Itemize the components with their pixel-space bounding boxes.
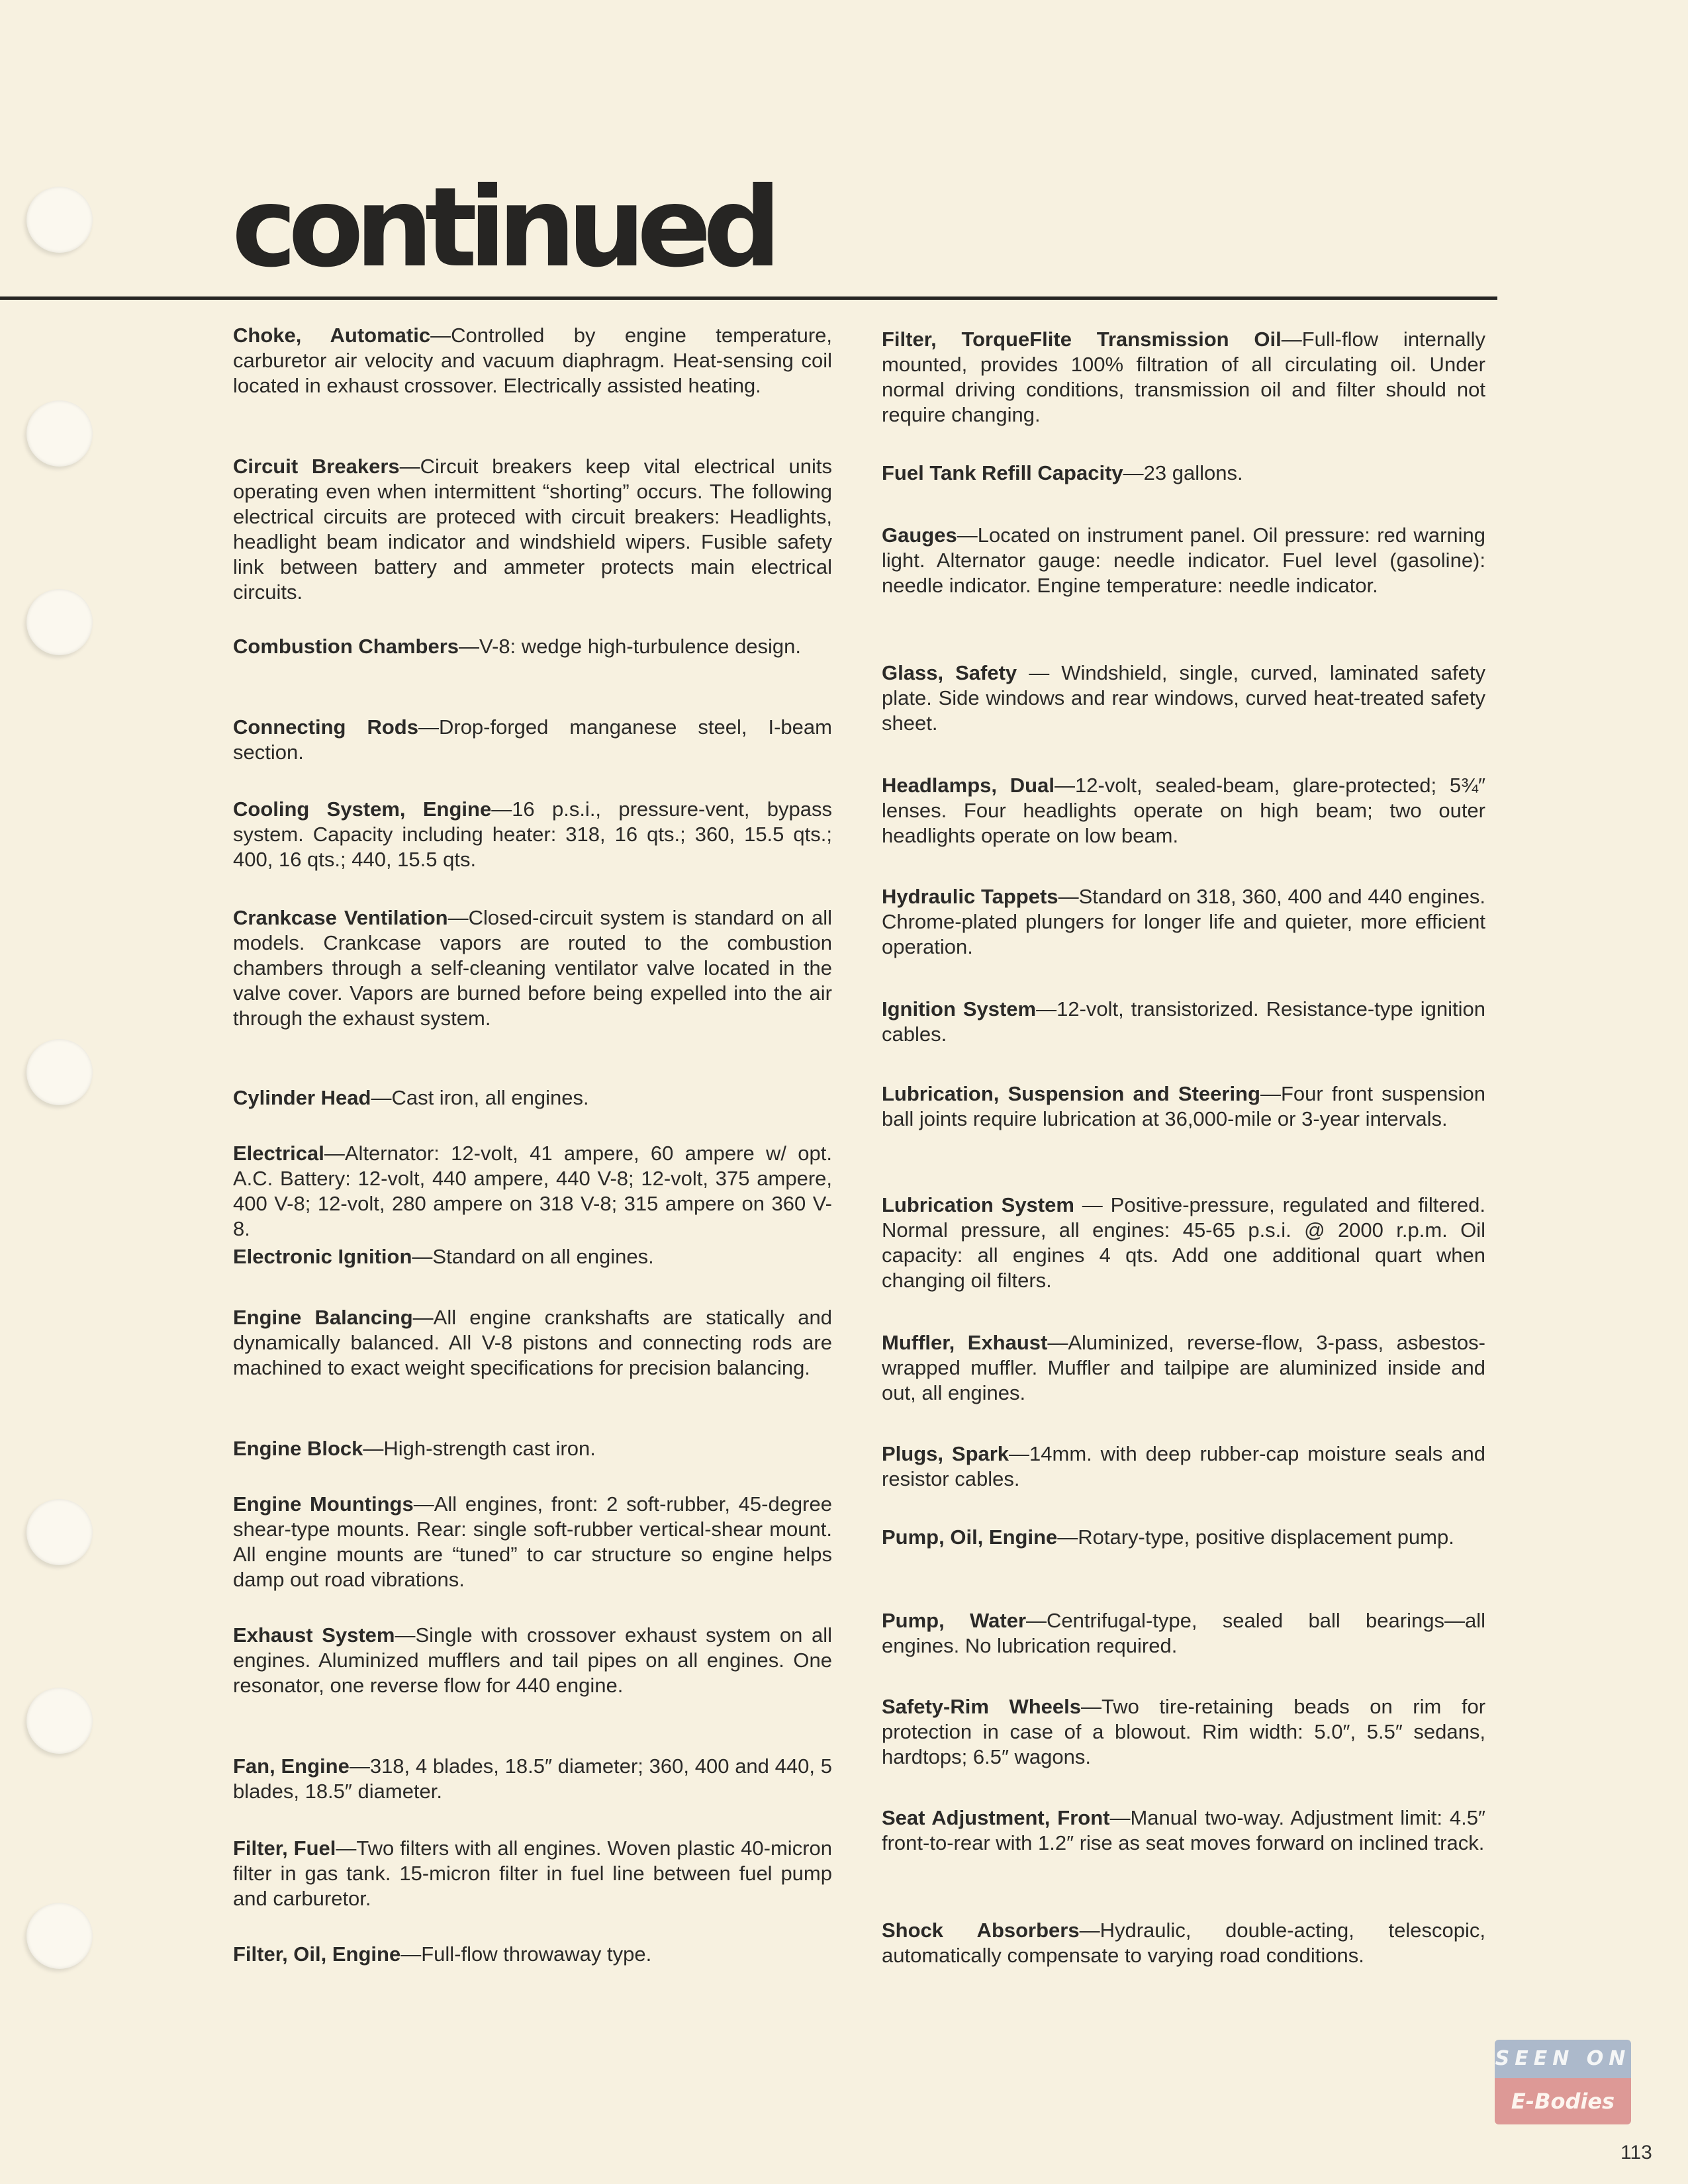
spec-text: —Two filters with all engines. Woven plastic 40-micron filter in gas tank. 15-micron filter in fuel line between fuel pump and carburetor.: [233, 1837, 833, 1910]
watermark-line2: E-Bodies: [1495, 2078, 1631, 2124]
spec-text: —318, 4 blades, 18.5″ diameter; 360, 400 and 440, 5 blades, 18.5″ diameter.: [233, 1754, 832, 1803]
spec-entry: [233, 1754, 832, 1804]
binder-hole: [26, 400, 93, 467]
spec-entry: [882, 1441, 1485, 1492]
spec-entry: [882, 523, 1485, 598]
spec-term: Glass, Safety: [882, 661, 1017, 684]
spec-text: —Cast iron, all engines.: [371, 1086, 589, 1109]
binder-hole: [26, 187, 93, 253]
spec-text: —16 p.s.i., pressure-vent, bypass system. Capacity including heater: 318, 16 qts.; 360, 15.5 qts.; 400, 16 qts.; 440, 15.5 qts.: [233, 797, 832, 871]
spec-term: Electrical: [233, 1142, 324, 1165]
spec-entry: [233, 1942, 651, 1967]
spec-term: Electronic Ignition: [233, 1245, 412, 1268]
spec-text: —23 gallons.: [1123, 461, 1243, 484]
spec-term: Shock Absorbers: [882, 1919, 1080, 1942]
spec-term: Hydraulic Tappets: [882, 885, 1058, 908]
spec-term: Combustion Chambers: [233, 635, 459, 658]
spec-term: Choke, Automatic: [233, 324, 431, 347]
page-title: continued: [232, 164, 773, 292]
spec-entry: [882, 1081, 1485, 1132]
binder-hole: [26, 1688, 93, 1754]
title-rule: [0, 296, 1497, 300]
spec-term: Pump, Water: [882, 1609, 1027, 1632]
spec-term: Circuit Breakers: [233, 455, 400, 478]
spec-term: Seat Adjustment, Front: [882, 1806, 1110, 1829]
spec-text: —Full-flow internally mounted, provides 100% filtration of all circulating oil. Under normal driving conditions, transmission oil and filter should not require changing.: [882, 328, 1485, 426]
spec-entry: [233, 1305, 832, 1381]
spec-term: Fuel Tank Refill Capacity: [882, 461, 1123, 484]
spec-term: Engine Balancing: [233, 1306, 413, 1329]
spec-term: Headlamps, Dual: [882, 774, 1055, 797]
spec-entry: [882, 1694, 1485, 1770]
spec-text: —All engines, front: 2 soft-rubber, 45-degree shear-type mounts. Rear: single soft-rubber vertical-shear mount. All engine mounts are “tuned” to car structure so engine helps damp out road vibrations.: [233, 1492, 832, 1591]
binder-hole: [26, 1499, 93, 1565]
spec-term: Engine Mountings: [233, 1492, 414, 1516]
spec-text: —All engine crankshafts are statically and dynamically balanced. All V-8 pistons and connecting rods are machined to exact weight specifications for precision balancing.: [233, 1306, 832, 1379]
spec-text: —Standard on all engines.: [412, 1245, 654, 1268]
spec-entry: [882, 1918, 1485, 1968]
spec-entry: [233, 323, 832, 398]
spec-term: Crankcase Ventilation: [233, 906, 448, 929]
spec-entry: [233, 1141, 832, 1242]
spec-term: Lubrication, Suspension and Steering: [882, 1082, 1260, 1105]
spec-entry: [882, 773, 1485, 848]
spec-text: —Located on instrument panel. Oil pressure: red warning light. Alternator gauge: needle indicator. Fuel level (gasoline): needle indicator. Engine temperature: needle indicator.: [882, 523, 1485, 597]
spec-term: Cylinder Head: [233, 1086, 371, 1109]
binder-hole: [26, 1903, 93, 1969]
spec-term: Filter, TorqueFlite Transmission Oil: [882, 328, 1282, 351]
spec-entry: [233, 797, 832, 872]
spec-entry: [233, 1492, 832, 1592]
page-number: 113: [1620, 2142, 1652, 2163]
spec-term: Gauges: [882, 523, 957, 547]
watermark-line1: SEEN ON: [1495, 2040, 1631, 2078]
spec-text: —Single with crossover exhaust system on all engines. Aluminized mufflers and tail pipes on all engines. One resonator, one reverse flow for 440 engine.: [233, 1623, 832, 1697]
spec-entry: [233, 905, 832, 1031]
watermark-logo: [1495, 2040, 1631, 2124]
spec-entry: [233, 1244, 654, 1269]
spec-term: Lubrication System: [882, 1193, 1074, 1216]
spec-entry: [233, 634, 801, 659]
spec-text: —Manual two-way. Adjustment limit: 4.5″ front-to-rear with 1.2″ rise as seat moves forward on inclined track.: [882, 1806, 1485, 1854]
spec-term: Engine Block: [233, 1437, 363, 1460]
spec-entry: [882, 327, 1485, 428]
spec-term: Plugs, Spark: [882, 1442, 1009, 1465]
spec-text: — Positive-pressure, regulated and filtered. Normal pressure, all engines: 45-65 p.s.i. @ 2000 r.p.m. Oil capacity: all engines 4 qts. Add one additional quart when changing oil filters.: [882, 1193, 1485, 1292]
spec-text: —V-8: wedge high-turbulence design.: [459, 635, 802, 658]
spec-entry: [882, 660, 1485, 736]
spec-text: —Aluminized, reverse-flow, 3-pass, asbestos-wrapped muffler. Muffler and tailpipe are aluminized inside and out, all engines.: [882, 1331, 1485, 1404]
spec-text: —Standard on 318, 360, 400 and 440 engines. Chrome-plated plungers for longer life and quieter, more efficient operation.: [882, 885, 1485, 958]
spec-entry: [233, 1436, 596, 1461]
spec-term: Safety-Rim Wheels: [882, 1695, 1082, 1718]
spec-text: —Two tire-retaining beads on rim for protection in case of a blowout. Rim width: 5.0″, 5.5″ sedans, hardtops; 6.5″ wagons.: [882, 1695, 1486, 1768]
spec-entry: [882, 1193, 1485, 1293]
spec-text: —Four front suspension ball joints require lubrication at 36,000-mile or 3-year intervals.: [882, 1082, 1486, 1130]
spec-text: —Hydraulic, double-acting, telescopic, automatically compensate to varying road conditions.: [882, 1919, 1485, 1967]
spec-text: —Full-flow throwaway type.: [400, 1942, 652, 1966]
spec-text: —Alternator: 12-volt, 41 ampere, 60 ampere w/ opt. A.C. Battery: 12-volt, 440 ampere, 440 V-8; 12-volt, 375 ampere, 400 V-8; 12-volt, 280 ampere on 318 V-8; 315 ampere on 360 V-8.: [233, 1142, 832, 1240]
spec-text: —Drop-forged manganese steel, I-beam section.: [233, 715, 832, 764]
binder-hole: [26, 589, 93, 655]
spec-entry: [882, 997, 1485, 1047]
spec-term: Fan, Engine: [233, 1754, 350, 1778]
binder-hole: [26, 1039, 93, 1105]
spec-term: Cooling System, Engine: [233, 797, 492, 821]
spec-entry: [882, 1608, 1485, 1659]
spec-entry: [882, 1525, 1454, 1550]
spec-entry: [882, 1805, 1485, 1856]
left-column: [233, 323, 833, 1966]
spec-text: —12-volt, sealed-beam, glare-protected; 5¾″ lenses. Four headlights operate on high beam; two outer headlights operate on low beam.: [882, 774, 1485, 847]
spec-entry: [233, 1836, 832, 1911]
spec-text: — Windshield, single, curved, laminated safety plate. Side windows and rear windows, curved heat-treated safety sheet.: [882, 661, 1486, 735]
spec-entry: [233, 715, 832, 765]
spec-text: —Controlled by engine temperature, carburetor air velocity and vacuum diaphragm. Heat-sensing coil located in exhaust crossover. Electrically assisted heating.: [233, 324, 832, 397]
spec-text: —14mm. with deep rubber-cap moisture seals and resistor cables.: [882, 1442, 1485, 1490]
spec-entry: [882, 884, 1485, 960]
spec-text: —12-volt, transistorized. Resistance-type ignition cables.: [882, 997, 1485, 1046]
spec-text: —High-strength cast iron.: [363, 1437, 596, 1460]
spec-text: —Closed-circuit system is standard on all models. Crankcase vapors are routed to the combustion chambers through a self-cleaning ventilator valve located in the valve cover. Vapors are burned before being expelled into the air through the exhaust system.: [233, 906, 833, 1030]
spec-term: Ignition System: [882, 997, 1037, 1021]
spec-term: Pump, Oil, Engine: [882, 1525, 1058, 1549]
spec-term: Connecting Rods: [233, 715, 418, 739]
spec-entry: [882, 461, 1243, 486]
spec-entry: [233, 454, 832, 605]
spec-term: Filter, Oil, Engine: [233, 1942, 401, 1966]
spec-text: —Circuit breakers keep vital electrical units operating even when intermittent “shorting” occurs. The following electrical circuits are proteced with circuit breakers: Headlights, headlight beam indicator and windshield wipers. Fusible safety link between battery and ammeter protects main electrical circuits.: [233, 455, 832, 604]
spec-text: —Centrifugal-type, sealed ball bearings—all engines. No lubrication required.: [882, 1609, 1485, 1657]
spec-entry: [233, 1085, 589, 1111]
spec-term: Exhaust System: [233, 1623, 395, 1647]
spec-term: Muffler, Exhaust: [882, 1331, 1048, 1354]
spec-entry: [882, 1330, 1485, 1406]
spec-entry: [233, 1623, 832, 1698]
spec-text: —Rotary-type, positive displacement pump.: [1057, 1525, 1454, 1549]
spec-term: Filter, Fuel: [233, 1837, 336, 1860]
